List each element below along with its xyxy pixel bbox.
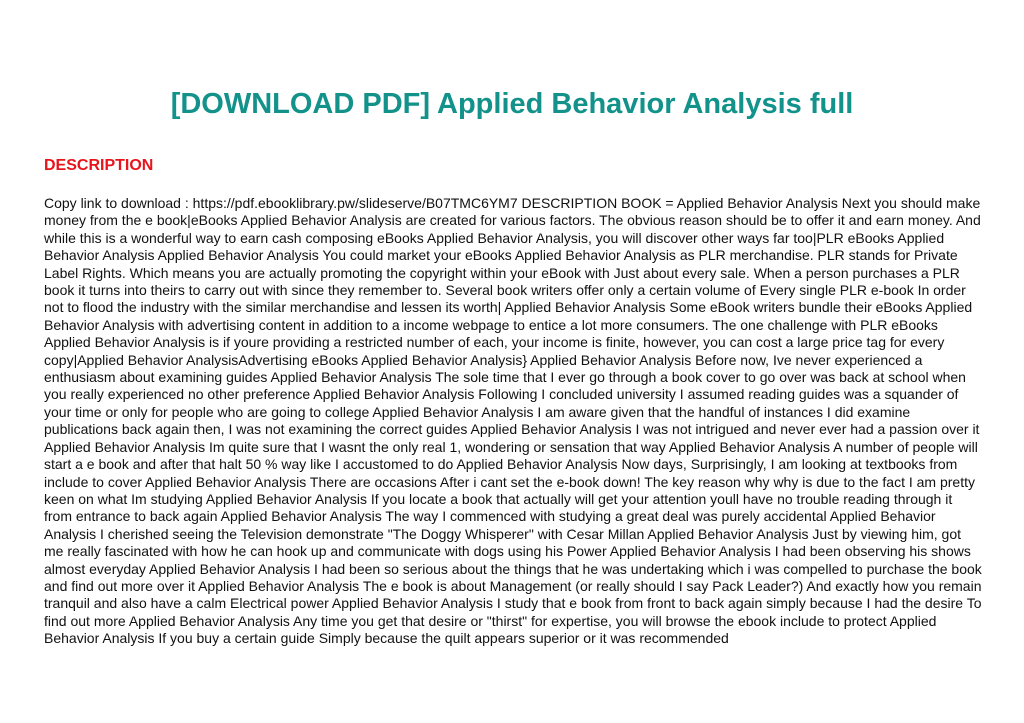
document-title: [DOWNLOAD PDF] Applied Behavior Analysis full — [170, 88, 854, 120]
description-heading: DESCRIPTION — [44, 157, 154, 174]
description-body: Copy link to download : https://pdf.ebooklibrary.pw/slideserve/B07TMC6YM7 DESCRIPTION BOOK = Applied Behavior Analysis Next you should make money from the e book|eBooks Applied Behavior Analysis are created for various factors. The obvious reason should be to offer it and earn money. And while this is a wonderful way to earn cash composing eBooks Applied Behavior Analysis, you will discover other ways far too|PLR eBooks Applied Behavior Analysis Applied Behavior Analysis You could market your eBooks Applied Behavior Analysis as PLR merchandise. PLR stands for Private Label Rights. Which means you are actually promoting the copyright within your eBook with Just about every sale. When a person purchases a PLR book it turns into theirs to carry out with since they remember to. Several book writers offer only a certain volume of Every single PLR e-book In order not to flood the industry with the similar merchandise and lessen its worth| Applied Behavior Analysis Some eBook writers bundle their eBooks Applied Behavior Analysis with advertising content in addition to a income webpage to entice a lot more consumers. The one challenge with PLR eBooks Applied Behavior Analysis is if youre providing a restricted number of each, your income is finite, however, you can cost a large price tag for every copy|Applied Behavior AnalysisAdvertising eBooks Applied Behavior Analysis} Applied Behavior Analysis Before now, Ive never experienced a enthusiasm about examining guides Applied Behavior Analysis The sole time that I ever go through a book cover to go over was back at school when you really experienced no other preference Applied Behavior Analysis Following I concluded university I assumed reading guides was a squander of your time or only for people who are going to college Applied Behavior Analysis I am aware given that the handful of instances I did examine publications back again then, I was not examining the correct guides Applied Behavior Analysis I was not intrigued and never ever had a passion over it Applied Behavior Analysis Im quite sure that I wasnt the only real 1, wondering or sensation that way Applied Behavior Analysis A number of people will start a e book and after that halt 50 % way like I accustomed to do Applied Behavior Analysis Now days, Surprisingly, I am looking at textbooks from include to cover Applied Behavior Analysis There are occasions After i cant set the e-book down! The key reason why why is due to the fact I am pretty keen on what Im studying Applied Behavior Analysis If you locate a book that actually will get your attention youll have no trouble reading through it from entrance to back again Applied Behavior Analysis The way I commenced with studying a great deal was purely accidental Applied Behavior Analysis I cherished seeing the Television demonstrate "The Doggy Whisperer" with Cesar Millan Applied Behavior Analysis Just by viewing him, got me really fascinated with how he can hook up and communicate with dogs using his Power Applied Behavior Analysis I had been observing his shows almost everyday Applied Behavior Analysis I had been so serious about the things that he was undertaking which i was compelled to purchase the book and find out more over it Applied Behavior Analysis The e book is about Management (or really should I say Pack Leader?) And exactly how you remain tranquil and also have a calm Electrical power Applied Behavior Analysis I study that e book from front to back again simply because I had the desire To find out more Applied Behavior Analysis Any time you get that desire or "thirst" for expertise, you will browse the ebook include to protect Applied Behavior Analysis If you buy a certain guide Simply because the quilt appears superior or it was recommended — [44, 195, 982, 647]
